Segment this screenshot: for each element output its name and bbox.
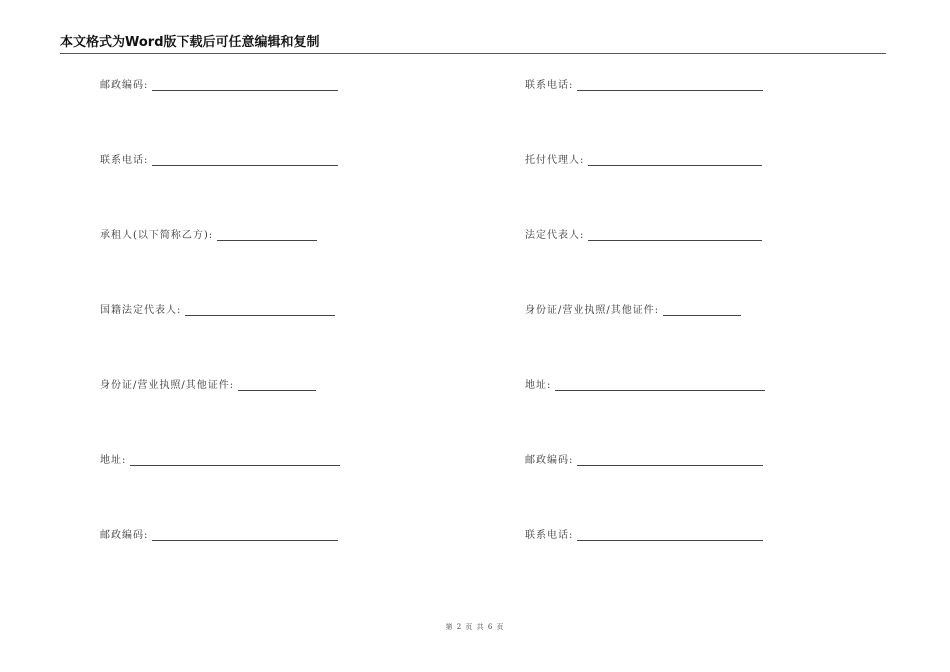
left-field-nationality-rep [100,305,335,317]
blank-line[interactable] [152,164,338,166]
left-field-lessee [100,230,317,242]
right-field-phone [525,80,763,92]
field-label: 身份证/营业执照/其他证件: [100,380,235,391]
right-field-phone-2 [525,530,763,542]
blank-line[interactable] [588,239,762,241]
field-label: 承租人(以下简称乙方): [100,230,214,241]
blank-line[interactable] [663,314,741,316]
field-label: 地址: [525,380,552,391]
right-field-postal-code [525,455,763,467]
blank-line[interactable] [555,389,765,391]
field-label: 国籍法定代表人: [100,305,182,316]
page-header [60,35,886,54]
blank-line[interactable] [152,539,338,541]
left-field-id-document [100,380,316,392]
field-label: 邮政编码: [100,530,149,541]
field-label: 身份证/营业执照/其他证件: [525,305,660,316]
field-label: 邮政编码: [100,80,149,91]
blank-line[interactable] [152,89,338,91]
blank-line[interactable] [185,314,335,316]
blank-line[interactable] [217,239,317,241]
left-field-postal-code-2 [100,530,338,542]
blank-line[interactable] [577,89,763,91]
right-field-address [525,380,765,392]
left-field-address [100,455,340,467]
blank-line[interactable] [588,164,762,166]
field-label: 联系电话: [100,155,149,166]
field-label: 法定代表人: [525,230,585,241]
header-title: 本文格式为Word版下载后可任意编辑和复制 [60,35,320,50]
field-label: 托付代理人: [525,155,585,166]
right-field-legal-rep [525,230,762,242]
blank-line[interactable] [238,389,316,391]
blank-line[interactable] [577,539,763,541]
right-field-agent [525,155,762,167]
left-field-postal-code [100,80,338,92]
page-footer [0,622,950,632]
field-label: 联系电话: [525,80,574,91]
field-label: 地址: [100,455,127,466]
right-field-id-document [525,305,741,317]
blank-line[interactable] [577,464,763,466]
field-label: 邮政编码: [525,455,574,466]
field-label: 联系电话: [525,530,574,541]
left-field-phone [100,155,338,167]
blank-line[interactable] [130,464,340,466]
page-number: 第 2 页 共 6 页 [445,623,505,631]
